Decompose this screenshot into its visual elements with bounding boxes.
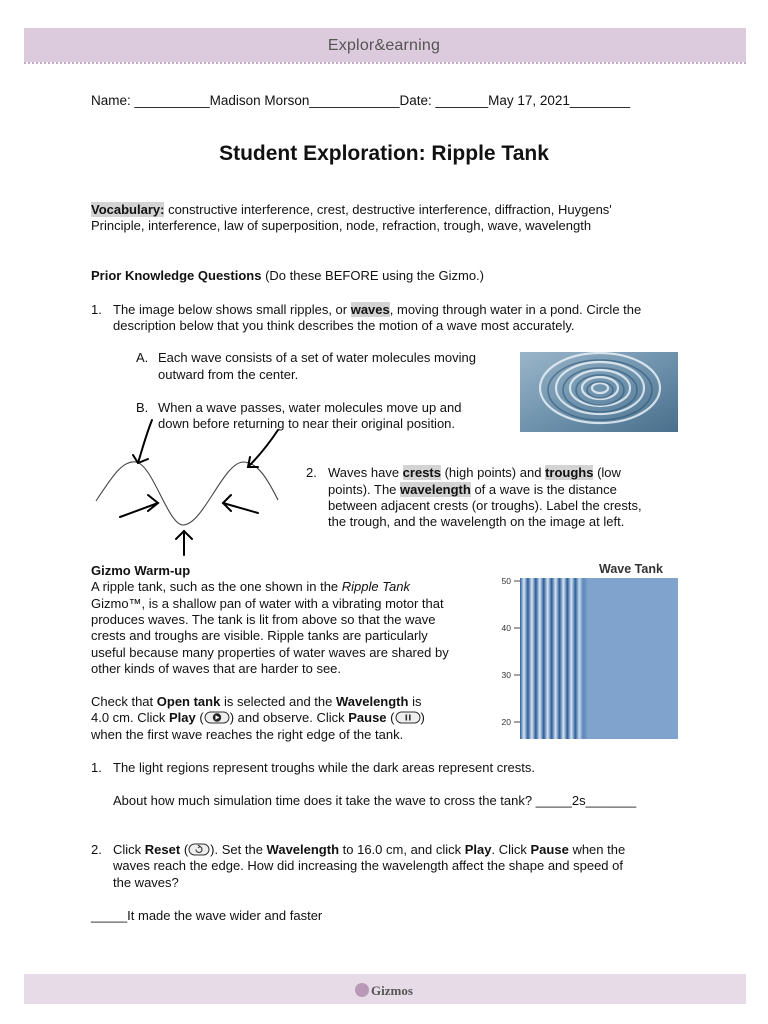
q1-line-1: The image below shows small ripples, or waves, moving through water in a pond. Circle the [113,302,642,317]
play-button-icon [204,711,230,724]
wq2-line-2: waves reach the edge. How did increasing the wavelength affect the shape and speed of [113,858,623,873]
wq1-line-2: About how much simulation time does it take the wave to cross the tank? _____2s_______ [113,793,637,808]
header-divider [24,62,746,64]
wave-tank-tick-label: 30 [501,670,511,680]
wave-tank-water [520,578,678,739]
gizmos-logo-icon [355,983,369,997]
warmup-p1-line-4: crests and troughs are visible. Ripple tanks are particularly [91,628,428,643]
prior-knowledge-heading: Prior Knowledge Questions (Do these BEFORE using the Gizmo.) [91,268,484,283]
option-a-line-1: Each wave consists of a set of water molecules moving [158,350,476,365]
warmup-p1-line-5: useful because many properties of water waves are shared by [91,645,449,660]
wave-tank-axis-ticks [514,581,520,722]
vocabulary-label: Vocabulary: [91,202,165,217]
vocabulary-line-2: Principle, interference, law of superposition, node, refraction, trough, wave, wavelength [91,218,592,233]
q2-line-3: between adjacent crests (or troughs). Label the crests, [328,498,642,513]
wq2-line-3: the waves? [113,875,179,890]
wave-sketch [88,415,293,560]
wave-tank-tick-label: 40 [501,623,511,633]
wq2-line-1: Click Reset ( ). Set the Wavelength to 16.0 cm, and click Play. Click Pause when the [113,842,626,857]
gizmos-logo: Gizmos [0,983,768,999]
q2-line-2: points). The wavelength of a wave is the distance [328,482,617,497]
wave-tank-tick-label: 50 [501,576,511,586]
annotation-arrows [120,420,278,555]
warmup-p2-line-3: when the first wave reaches the right edge of the tank. [91,727,404,742]
option-b-line-1: When a wave passes, water molecules move up and [158,400,462,415]
q2-line-4: the trough, and the wavelength on the image at left. [328,514,625,529]
explorelearning-logo: Explor&earning [327,37,441,54]
reset-button-icon [188,843,210,856]
q1-number: 1. [91,302,102,317]
page-title: Student Exploration: Ripple Tank [219,142,549,165]
warmup-p1-line-6: other kinds of waves that are harder to see. [91,661,342,676]
warmup-heading: Gizmo Warm-up [91,563,191,578]
q2-number: 2. [306,465,317,480]
option-b-line-2: down before returning to near their original position. [158,416,456,431]
wave-tank-tick-label: 20 [501,717,511,727]
name-date-line: Name: __________Madison Morson____________Date: _______May 17, 2021________ [91,93,630,108]
warmup-p1-line-2: Gizmo™, is a shallow pan of water with a vibrating motor that [91,596,444,611]
warmup-p1-line-3: produces waves. The tank is lit from above so that the wave [91,612,436,627]
warmup-p1-line-1: A ripple tank, such as the one shown in the Ripple Tank [91,579,410,594]
warmup-p2-line-2: 4.0 cm. Click Play ( ) and observe. Click Pause ( ) [91,710,425,725]
option-a-letter: A. [136,350,149,365]
wq2-number: 2. [91,842,102,857]
q1-line-2: description below that you think describes the motion of a wave most accurately. [113,318,575,333]
wq1-number: 1. [91,760,102,775]
wq2-answer: _____It made the wave wider and faster [91,908,323,923]
pond-ripple-image [520,352,678,432]
student-name: Madison Morson [209,93,310,108]
option-a-line-2: outward from the center. [158,367,299,382]
wave-tank-title: Wave Tank [599,562,663,576]
q2-line-1: Waves have crests (high points) and troughs (low [328,465,621,480]
vocabulary-line-1: Vocabulary: constructive interference, crest, destructive interference, diffraction, Huygens' [91,202,612,217]
warmup-p2-line-1: Check that Open tank is selected and the Wavelength is [91,694,422,709]
pause-button-icon [395,711,421,724]
wq1-line-1: The light regions represent troughs while the dark areas represent crests. [113,760,535,775]
wave-tank-figure [494,574,682,742]
date-value: May 17, 2021 [488,93,570,108]
option-b-letter: B. [136,400,149,415]
